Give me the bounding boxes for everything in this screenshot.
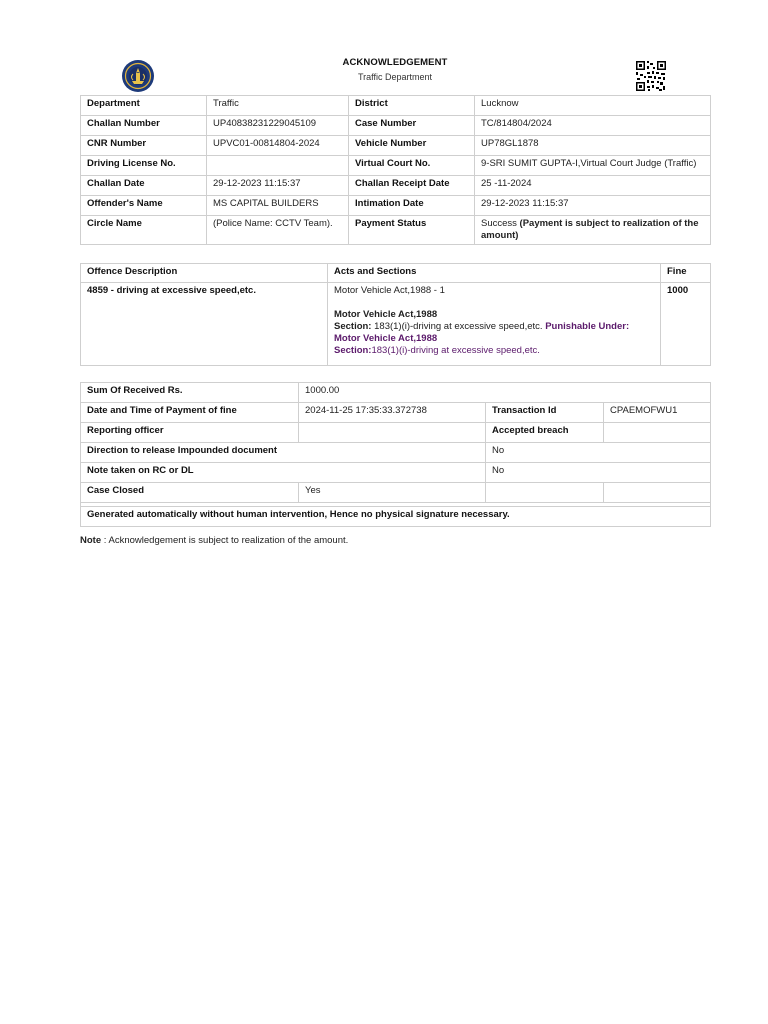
reporting-officer-value — [299, 423, 486, 443]
payment-datetime-value: 2024-11-25 17:35:33.372738 — [299, 403, 486, 423]
challan-receipt-date-label: Challan Receipt Date — [349, 176, 475, 196]
direction-release-value: No — [486, 443, 711, 463]
payment-table — [80, 382, 711, 527]
punishable-section-label: Section: — [334, 345, 372, 356]
challan-details-table — [80, 95, 711, 245]
circle-name-value: (Police Name: CCTV Team). — [207, 216, 349, 245]
table-row — [81, 116, 711, 136]
table-row — [81, 383, 711, 403]
acts-sections-cell — [328, 283, 661, 366]
sum-received-value: 1000.00 — [299, 383, 711, 403]
note-label: Note — [80, 535, 102, 546]
table-row — [81, 136, 711, 156]
virtual-court-label: Virtual Court No. — [349, 156, 475, 176]
reporting-officer-label: Reporting officer — [81, 423, 299, 443]
circle-name-label: Circle Name — [81, 216, 207, 245]
table-row — [81, 507, 711, 527]
note-text: : Acknowledgement is subject to realization of the amount. — [101, 535, 349, 546]
sum-received-label: Sum Of Received Rs. — [81, 383, 299, 403]
table-row — [81, 403, 711, 423]
act-line: Motor Vehicle Act,1988 - 1 — [334, 285, 445, 296]
case-closed-value: Yes — [299, 483, 486, 503]
acts-sections-header: Acts and Sections — [328, 264, 661, 283]
act-name: Motor Vehicle Act,1988 — [334, 309, 438, 320]
qr-code-icon — [635, 60, 667, 92]
payment-datetime-label: Date and Time of Payment of fine — [81, 403, 299, 423]
table-row — [81, 423, 711, 443]
document-subtitle: Traffic Department — [357, 72, 433, 82]
punishable-section-line — [334, 345, 654, 357]
table-row — [81, 483, 711, 503]
section-line — [334, 321, 654, 333]
document-title: ACKNOWLEDGEMENT — [342, 57, 448, 68]
payment-status-label: Payment Status — [349, 216, 475, 245]
challan-number-value: UP40838231229045109 — [207, 116, 349, 136]
virtual-court-value: 9-SRI SUMIT GUPTA-I,Virtual Court Judge (Traffic) — [475, 156, 711, 176]
table-row — [81, 283, 711, 366]
direction-release-label: Direction to release Impounded document — [81, 443, 486, 463]
punishable-section-text: 183(1)(i)-driving at excessive speed,etc. — [371, 345, 540, 356]
transaction-id-value: CPAEMOFWU1 — [604, 403, 711, 423]
cnr-number-value: UPVC01-00814804-2024 — [207, 136, 349, 156]
generated-notice: Generated automatically without human intervention, Hence no physical signature necessary. — [81, 507, 711, 527]
offender-name-value: MS CAPITAL BUILDERS — [207, 196, 349, 216]
punishable-label: Punishable Under: — [545, 321, 630, 332]
challan-number-label: Challan Number — [81, 116, 207, 136]
department-value: Traffic — [207, 96, 349, 116]
table-row — [81, 156, 711, 176]
driving-license-label: Driving License No. — [81, 156, 207, 176]
offender-name-label: Offender's Name — [81, 196, 207, 216]
case-number-value: TC/814804/2024 — [475, 116, 711, 136]
district-value: Lucknow — [475, 96, 711, 116]
table-row — [81, 443, 711, 463]
payment-status-value: Success — [481, 218, 517, 229]
transaction-id-label: Transaction Id — [486, 403, 604, 423]
note-rc-dl-label: Note taken on RC or DL — [81, 463, 486, 483]
driving-license-value — [207, 156, 349, 176]
case-closed-label: Case Closed — [81, 483, 299, 503]
cnr-number-label: CNR Number — [81, 136, 207, 156]
case-number-label: Case Number — [349, 116, 475, 136]
offence-description-header: Offence Description — [81, 264, 328, 283]
footer-note — [80, 535, 348, 546]
table-row — [81, 96, 711, 116]
challan-date-label: Challan Date — [81, 176, 207, 196]
section-label: Section: — [334, 321, 372, 332]
payment-status-note: (Payment is subject to realization of the amount) — [481, 218, 699, 241]
district-label: District — [349, 96, 475, 116]
payment-status-cell — [475, 216, 711, 245]
fine-value: 1000 — [661, 283, 711, 366]
department-label: Department — [81, 96, 207, 116]
intimation-date-label: Intimation Date — [349, 196, 475, 216]
challan-date-value: 29-12-2023 11:15:37 — [207, 176, 349, 196]
offence-table — [80, 263, 711, 366]
vehicle-number-label: Vehicle Number — [349, 136, 475, 156]
document-header — [80, 54, 710, 94]
note-rc-dl-value: No — [486, 463, 711, 483]
table-header-row — [81, 264, 711, 283]
accepted-breach-value — [604, 423, 711, 443]
punishable-act: Motor Vehicle Act,1988 — [334, 333, 438, 344]
table-row — [81, 463, 711, 483]
section-text: 183(1)(i)-driving at excessive speed,etc. — [374, 321, 543, 332]
fine-header: Fine — [661, 264, 711, 283]
intimation-date-value: 29-12-2023 11:15:37 — [475, 196, 711, 216]
challan-receipt-date-value: 25 -11-2024 — [475, 176, 711, 196]
table-row — [81, 196, 711, 216]
offence-description-value: 4859 - driving at excessive speed,etc. — [81, 283, 328, 366]
table-row — [81, 176, 711, 196]
table-row — [81, 216, 711, 245]
accepted-breach-label: Accepted breach — [486, 423, 604, 443]
vehicle-number-value: UP78GL1878 — [475, 136, 711, 156]
